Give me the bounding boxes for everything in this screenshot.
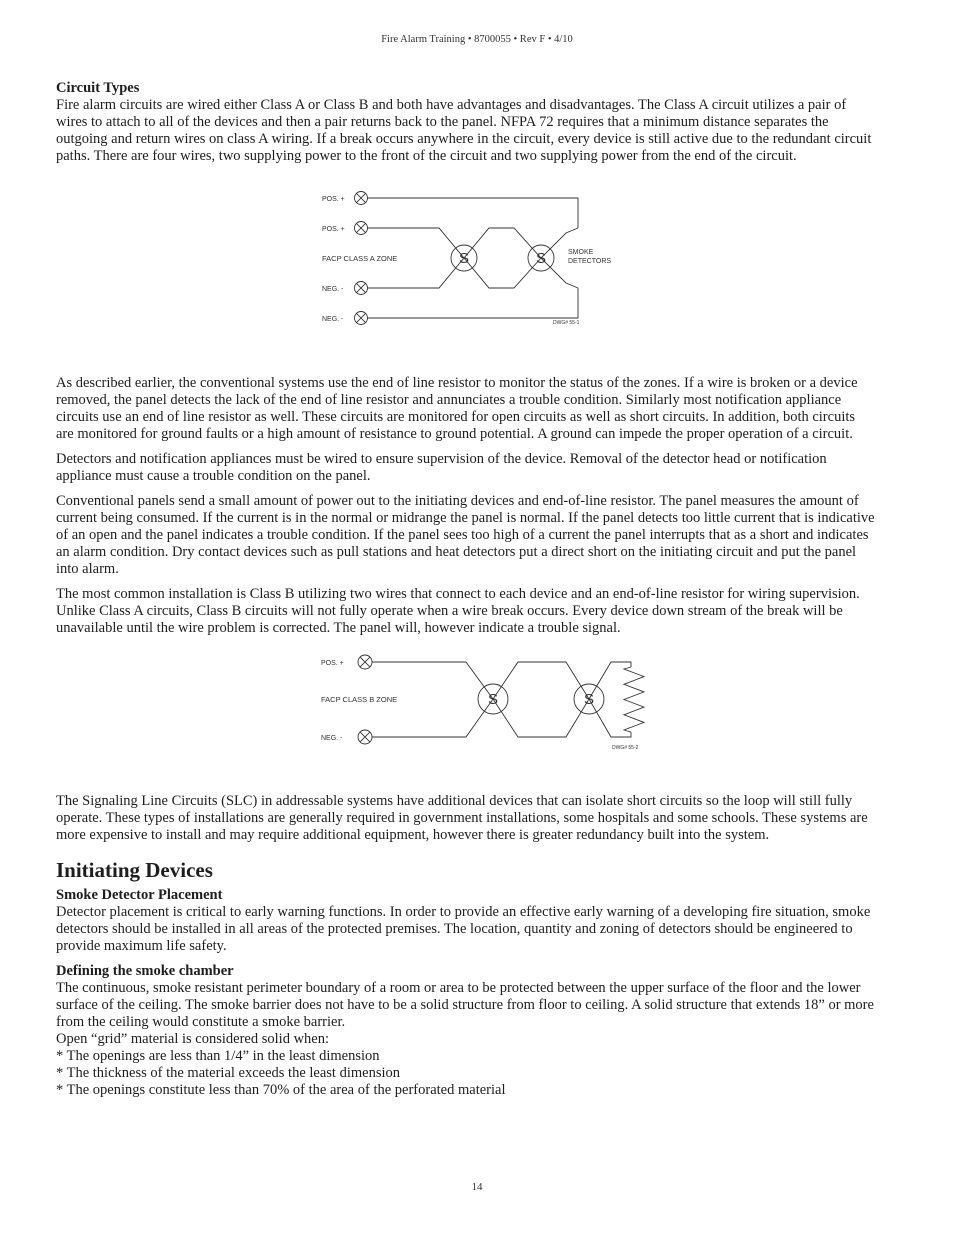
body-paragraph: The most common installation is Class B utilizing two wires that connect to each device and an end-of-line resistor for wiring supervision. Unlike Class A circuits, Class B circuits will not fully operate when a wire break occurs. Every device down stream of the break will be unavailable until the wire problem is corrected. The panel will, however indicate a trouble signal. xyxy=(56,586,860,636)
wire-neg-outgoing xyxy=(367,258,578,288)
circuit-types-heading: Circuit Types xyxy=(56,80,140,96)
body-paragraph: Detectors and notification appliances must be wired to ensure supervision of the device. Removal of the detector head or notification appliance must cause a trouble condition on the panel. xyxy=(56,451,827,484)
running-header: Fire Alarm Training • 8700055 • Rev F • 4/10 xyxy=(381,34,573,45)
smoke-chamber-section xyxy=(56,963,876,1099)
detector-symbol: S xyxy=(583,691,595,708)
terminal-pos-2 xyxy=(355,222,368,235)
smoke-detector-icon xyxy=(451,245,477,271)
label-dwg: DWG# 55-1 xyxy=(553,320,580,326)
grid-intro: Open “grid” material is considered solid when: xyxy=(56,1031,330,1047)
wire-pos-return xyxy=(367,198,578,228)
placement-paragraph: Detector placement is critical to early warning functions. In order to provide an effective early warning of a developing fire situation, smoke detectors should be installed in all areas of the protected premises. The location, quantity and zoning of detectors should be engineered to provide maximum life safety. xyxy=(56,904,871,954)
label-pos-2: POS. + xyxy=(322,226,345,233)
end-of-line-resistor xyxy=(624,667,644,732)
class-a-wiring-svg xyxy=(56,165,876,375)
class-a-diagram xyxy=(56,165,876,375)
chamber-paragraph: The continuous, smoke resistant perimeter boundary of a room or area to be protected between the upper surface of the floor and the lower surface of the ceiling. The smoke barrier does not have to be a solid structure from floor to ceiling. A solid structure that extends 18” or more from the ceiling would constitute a smoke barrier. xyxy=(56,980,874,1030)
wire-pos-outgoing xyxy=(367,228,578,258)
label-neg-1: NEG. - xyxy=(322,286,344,293)
smoke-detector-icon xyxy=(478,684,508,714)
terminal-neg-2 xyxy=(355,312,368,325)
circuit-types-paragraph: Fire alarm circuits are wired either Class A or Class B and both have advantages and disadvantages. The Class A circuit utilizes a pair of wires to attach to all of the devices and then a pair returns back to the panel. NFPA 72 requires that a minimum distance separates the outgoing and return wires on class A wiring. If a break occurs anywhere in the circuit, every device is still active due to the redundant circuit paths. There are four wires, two supplying power to the front of the circuit and two supplying power from the end of the circuit. xyxy=(56,97,872,164)
initiating-devices-title: Initiating Devices xyxy=(56,858,213,882)
page-number: 14 xyxy=(471,1181,483,1193)
terminal-pos xyxy=(358,655,372,669)
bullet-item: * The thickness of the material exceeds the least dimension xyxy=(56,1065,400,1081)
class-b-wiring-svg xyxy=(56,637,876,793)
label-smoke-2: DETECTORS xyxy=(568,258,612,265)
smoke-detector-placement-section xyxy=(56,887,876,955)
terminal-neg xyxy=(358,730,372,744)
label-zone: FACP CLASS B ZONE xyxy=(321,695,398,704)
page-content xyxy=(56,80,876,1099)
smoke-detector-icon xyxy=(574,684,604,714)
label-zone: FACP CLASS A ZONE xyxy=(322,254,398,263)
wire-neg-return xyxy=(367,288,578,318)
class-a-wires xyxy=(367,198,578,318)
detector-symbol: S xyxy=(487,691,499,708)
bullet-item: * The openings are less than 1/4” in the least dimension xyxy=(56,1048,380,1064)
bullet-item: * The openings constitute less than 70% of the area of the perforated material xyxy=(56,1082,506,1098)
label-smoke-1: SMOKE xyxy=(568,249,594,256)
circuit-types-section xyxy=(56,80,876,165)
placement-heading: Smoke Detector Placement xyxy=(56,887,223,903)
smoke-detector-icon xyxy=(528,245,554,271)
body-paragraph: As described earlier, the conventional systems use the end of line resistor to monitor the status of the zones. If a wire is broken or a device removed, the panel detects the lack of the end of line resistor and annunciates a trouble condition. Similarly most notification appliance circuits use an end of line resistor as well. These circuits are monitored for open circuits as well as short circuits. In addition, both circuits are monitored for ground faults or a high amount of resistance to ground potential. A ground can impede the proper operation of a circuit. xyxy=(56,375,858,442)
label-dwg: DWG# 55-2 xyxy=(612,745,639,751)
terminal-neg-1 xyxy=(355,282,368,295)
label-pos-1: POS. + xyxy=(322,196,345,203)
terminal-pos-1 xyxy=(355,192,368,205)
chamber-heading: Defining the smoke chamber xyxy=(56,963,234,979)
body-paragraphs xyxy=(56,375,876,637)
slc-paragraph: The Signaling Line Circuits (SLC) in addressable systems have additional devices that can isolate short circuits so the loop will still fully operate. These types of installations are generally required in government installations, some hospitals and some schools. These systems are more expensive to install and may require additional equipment, however there is greater redundancy built into the system. xyxy=(56,793,868,843)
body-paragraph: Conventional panels send a small amount of power out to the initiating devices and end-of-line resistor. The panel measures the amount of current being consumed. If the current is in the normal or midrange the panel is normal. If the panel detects too little current that is indicative of an open and the panel indicates a trouble condition. If the panel sees too high of a current the panel interrupts that as a short and indicates an alarm condition. Dry contact devices such as pull stations and heat detectors put a direct short on the initiating circuit and put the panel into alarm. xyxy=(56,493,875,577)
detector-symbol: S xyxy=(458,250,470,267)
label-pos: POS. + xyxy=(321,660,344,667)
label-neg-2: NEG. - xyxy=(322,316,344,323)
class-b-diagram xyxy=(56,637,876,793)
detector-symbol: S xyxy=(535,250,547,267)
label-neg: NEG. - xyxy=(321,735,343,742)
